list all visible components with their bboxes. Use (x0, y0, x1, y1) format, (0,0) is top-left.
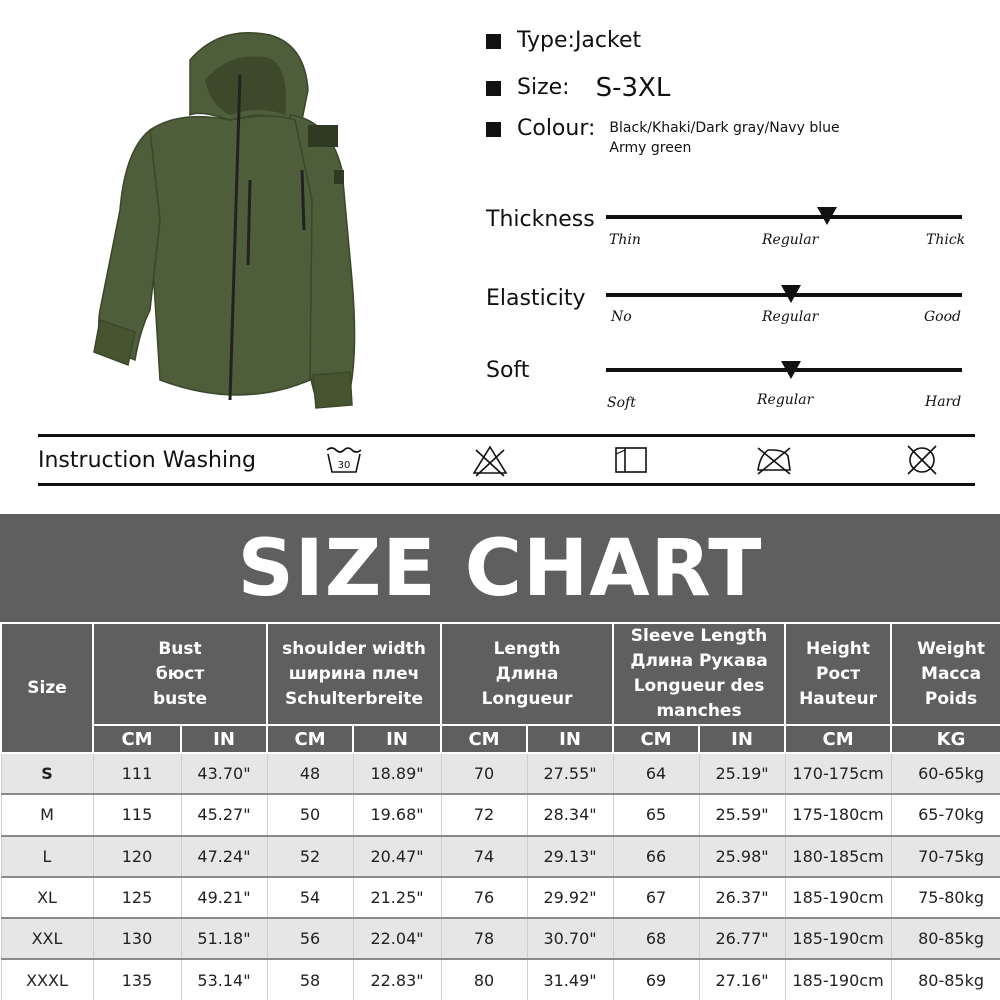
table-cell: 26.37" (699, 877, 785, 918)
table-cell: 66 (613, 836, 699, 877)
table-cell: 180-185cm (785, 836, 891, 877)
table-cell: 22.83" (353, 959, 441, 1000)
table-cell: 185-190cm (785, 918, 891, 959)
table-cell: 50 (267, 794, 353, 835)
table-cell: 31.49" (527, 959, 613, 1000)
unit-header: CM (441, 725, 527, 753)
scale-title-soft: Soft (486, 358, 530, 383)
scale-marker-thickness (817, 207, 837, 225)
header-line: ширина плеч (288, 663, 420, 684)
header-line: shoulder width (282, 638, 426, 659)
table-cell: 22.04" (353, 918, 441, 959)
unit-header: KG (891, 725, 1000, 753)
table-cell: 120 (93, 836, 181, 877)
bullet-square-icon (486, 81, 501, 96)
header-line: Длина (495, 663, 559, 684)
table-cell: 175-180cm (785, 794, 891, 835)
header-line: Длина Рукава (630, 651, 768, 671)
header-line: Schulterbreite (285, 688, 423, 709)
washing-title: Instruction Washing (38, 448, 256, 473)
table-cell: 26.77" (699, 918, 785, 959)
wash-temp-label: 30 (337, 460, 351, 471)
table-cell: 27.55" (527, 753, 613, 794)
unit-header: CM (613, 725, 699, 753)
table-cell: 25.98" (699, 836, 785, 877)
jacket-product-image (80, 20, 380, 420)
table-cell: 72 (441, 794, 527, 835)
table-cell: 74 (441, 836, 527, 877)
table-cell: 78 (441, 918, 527, 959)
table-cell: 43.70" (181, 753, 267, 794)
units-row (1, 725, 1000, 753)
scale-title-elasticity: Elasticity (486, 286, 586, 311)
do-not-bleach-icon (470, 442, 510, 478)
table-cell: 125 (93, 877, 181, 918)
table-cell: 76 (441, 877, 527, 918)
size-cell: XXXL (1, 959, 93, 1000)
header-line: Sleeve Length (630, 626, 768, 646)
table-cell: 54 (267, 877, 353, 918)
header-line: Longueur (481, 688, 573, 709)
size-value: S-3XL (595, 73, 671, 103)
length-header (441, 623, 613, 725)
table-cell: 70-75kg (891, 836, 1000, 877)
header-line: Рост (816, 663, 861, 684)
bullet-square-icon (486, 34, 501, 49)
table-cell: 185-190cm (785, 877, 891, 918)
table-cell: 130 (93, 918, 181, 959)
table-cell: 20.47" (353, 836, 441, 877)
size-chart-body (1, 753, 1000, 1000)
table-cell: 27.16" (699, 959, 785, 1000)
table-cell: 80 (441, 959, 527, 1000)
wash-30-icon (324, 442, 364, 478)
table-cell: 170-175cm (785, 753, 891, 794)
colour-label: Colour: (517, 116, 596, 141)
scale-mid-label: Regular (762, 232, 819, 248)
header-line: бюст (155, 663, 205, 684)
table-row (1, 794, 1000, 835)
table-cell: 52 (267, 836, 353, 877)
scale-marker-elasticity (781, 285, 801, 303)
spec-size (486, 75, 670, 101)
table-cell: 49.21" (181, 877, 267, 918)
table-cell: 29.13" (527, 836, 613, 877)
scale-left-label: No (611, 309, 632, 325)
size-cell: M (1, 794, 93, 835)
unit-header: IN (353, 725, 441, 753)
header-line: Bust (158, 638, 202, 659)
unit-header: IN (527, 725, 613, 753)
table-cell: 47.24" (181, 836, 267, 877)
scale-mid-label: Regular (757, 392, 814, 408)
unit-header: CM (267, 725, 353, 753)
table-cell: 75-80kg (891, 877, 1000, 918)
spec-colour (486, 116, 840, 158)
table-cell: 51.18" (181, 918, 267, 959)
bust-header (93, 623, 267, 725)
table-cell: 19.68" (353, 794, 441, 835)
scale-title-thickness: Thickness (486, 207, 595, 232)
scale-right-label: Thick (926, 232, 966, 248)
header-line: Height (806, 638, 871, 659)
unit-header: IN (699, 725, 785, 753)
table-cell: 45.27" (181, 794, 267, 835)
colour-line-2: Army green (609, 140, 692, 156)
unit-header: CM (785, 725, 891, 753)
do-not-dry-clean-icon (902, 442, 942, 478)
table-cell: 67 (613, 877, 699, 918)
size-chart-title: SIZE CHART (237, 524, 763, 614)
scale-left-label: Thin (609, 232, 641, 248)
table-row (1, 877, 1000, 918)
type-label: Type:Jacket (517, 28, 642, 53)
size-label: Size: (517, 75, 570, 100)
spec-type (486, 28, 641, 54)
size-cell: XXL (1, 918, 93, 959)
table-cell: 58 (267, 959, 353, 1000)
table-cell: 28.34" (527, 794, 613, 835)
header-line: Hauteur (799, 688, 878, 709)
colour-line-1: Black/Khaki/Dark gray/Navy blue (609, 120, 840, 136)
shoulder-width-header (267, 623, 441, 725)
table-row (1, 918, 1000, 959)
size-header: Size (1, 623, 93, 753)
header-line: Longueur des (633, 676, 765, 696)
size-cell: L (1, 836, 93, 877)
table-cell: 30.70" (527, 918, 613, 959)
scale-right-label: Hard (925, 394, 962, 410)
header-line: manches (656, 701, 742, 721)
size-cell: XL (1, 877, 93, 918)
table-cell: 70 (441, 753, 527, 794)
table-cell: 135 (93, 959, 181, 1000)
height-header (785, 623, 891, 725)
scale-marker-soft (781, 361, 801, 379)
scale-mid-label: Regular (762, 309, 819, 325)
table-cell: 64 (613, 753, 699, 794)
size-chart-table (0, 622, 1000, 1000)
table-cell: 25.19" (699, 753, 785, 794)
scale-bar-thickness (606, 215, 962, 219)
header-line: Length (493, 638, 561, 659)
table-cell: 65-70kg (891, 794, 1000, 835)
table-row (1, 753, 1000, 794)
table-cell: 115 (93, 794, 181, 835)
sleeve-length-header (613, 623, 785, 725)
table-cell: 48 (267, 753, 353, 794)
unit-header: CM (93, 725, 181, 753)
table-row (1, 959, 1000, 1000)
table-cell: 111 (93, 753, 181, 794)
table-cell: 185-190cm (785, 959, 891, 1000)
bullet-square-icon (486, 122, 501, 137)
table-cell: 69 (613, 959, 699, 1000)
table-cell: 68 (613, 918, 699, 959)
table-cell: 60-65kg (891, 753, 1000, 794)
table-cell: 65 (613, 794, 699, 835)
size-cell: S (1, 753, 93, 794)
table-cell: 80-85kg (891, 918, 1000, 959)
header-line: Macca (921, 663, 982, 684)
header-line: buste (152, 688, 208, 709)
table-cell: 56 (267, 918, 353, 959)
scale-left-label: Soft (607, 395, 636, 411)
table-cell: 25.59" (699, 794, 785, 835)
do-not-iron-icon (754, 442, 794, 478)
table-cell: 21.25" (353, 877, 441, 918)
header-line: Weight (917, 638, 985, 659)
colour-values (609, 118, 839, 158)
scale-right-label: Good (924, 309, 962, 325)
header-line: Poids (924, 688, 978, 709)
size-chart (0, 514, 1000, 1000)
table-row (1, 836, 1000, 877)
table-cell: 18.89" (353, 753, 441, 794)
table-cell: 80-85kg (891, 959, 1000, 1000)
weight-header (891, 623, 1000, 725)
header-row (1, 623, 1000, 725)
unit-header: IN (181, 725, 267, 753)
line-dry-icon (611, 442, 651, 478)
table-cell: 53.14" (181, 959, 267, 1000)
table-cell: 29.92" (527, 877, 613, 918)
